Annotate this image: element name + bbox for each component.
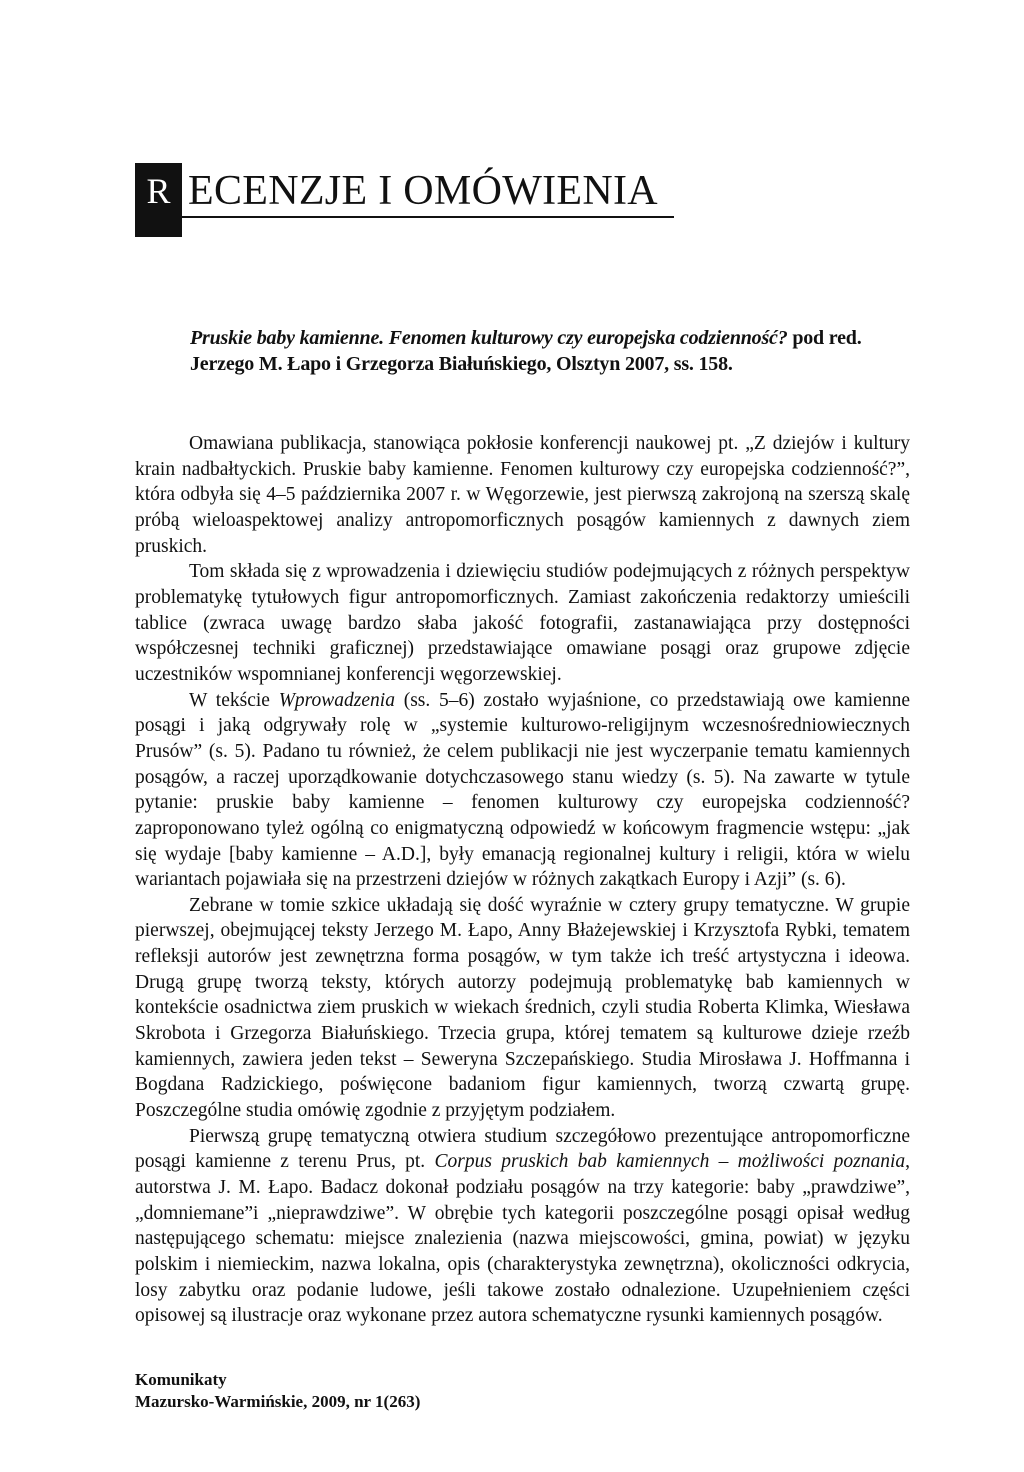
journal-name-line-2: Mazursko-Warmińskie, 2009, nr 1(263) bbox=[135, 1392, 421, 1411]
paragraph-3-start: W tekście bbox=[189, 689, 279, 711]
paragraph-5-end: , autorstwa J. M. Łapo. Badacz dokonał podziału posągów na trzy kategorie: baby „prawdziwe”, „domniemane”i „nieprawdziwe”. W obrębie tych kategorii poszczególne posągi opisał według następującego schematu: miejsce znalezienia (nazwa miejscowości, gmina, powiat) w języku polskim i niemieckim, nazwa lokalna, opis (charakterystyka zewnętrzna), okoliczności odkrycia, losy zabytku oraz podanie ludowe, jeśli takowe zostało odnalezione. Uzupełnieniem części opisowej są ilustracje oraz wykonane przez autora schematyczne rysunki kamiennych posągów. bbox=[135, 1151, 911, 1327]
section-title: ECENZJE I OMÓWIENIA bbox=[188, 168, 658, 214]
review-body bbox=[135, 431, 910, 1329]
section-header bbox=[135, 163, 658, 237]
paragraph-5-start: Pierwszą grupę tematyczną otwiera studium szczegółowo prezentujące antropomorficzne posągi kamienne z terenu Prus, pt. bbox=[135, 1125, 910, 1173]
book-title: Pruskie baby kamienne. Fenomen kulturowy czy europejska codzienność? bbox=[190, 327, 788, 349]
journal-footer bbox=[135, 1369, 420, 1413]
paragraph-5-italic: Corpus pruskich bab kamiennych – możliwości poznania bbox=[434, 1151, 906, 1173]
bibliographic-entry bbox=[190, 325, 910, 377]
paragraph-3-italic: Wprowadzenia bbox=[278, 689, 395, 711]
paragraph-1: Omawiana publikacja, stanowiąca pokłosie konferencji naukowej pt. „Z dziejów i kultury krain nadbałtyckich. Pruskie baby kamienne. Fenomen kulturowy czy europejska codzienność?”, która odbyła się 4–5 października 2007 r. w Węgorzewie, jest pierwszą zakrojoną na szerszą skalę próbą wieloaspektowej analizy antropomorficznych posągów kamiennych z dawnych ziem pruskich. bbox=[135, 433, 910, 557]
paragraph-2: Tom składa się z wprowadzenia i dziewięciu studiów podejmujących z różnych perspektyw problematykę tytułowych figur antropomorficznych. Zamiast zakończenia redaktorzy umieścili tablice (zwraca uwagę bardzo słaba jakość fotografii, zastanawiająca przy dostępności współczesnej techniki graficznej) przedstawiające omawiane posągi oraz grupowe zdjęcie uczestników wspomnianej konferencji węgorzewskiej. bbox=[135, 561, 910, 685]
journal-name-line-1: Komunikaty bbox=[135, 1370, 227, 1389]
book-details: pod red. Jerzego M. Łapo i Grzegorza Białuńskiego, Olsztyn 2007, ss. 158. bbox=[190, 327, 862, 375]
paragraph-4: Zebrane w tomie szkice układają się dość wyraźnie w cztery grupy tematyczne. W grupie pierwszej, obejmującej teksty Jerzego M. Łapo, Anny Błażejewskiej i Krzysztofa Rybki, tematem refleksji autorów jest zewnętrzna forma posągów, w tym także ich treść artystyczna i ideowa. Drugą grupę tworzą teksty, których autorzy podejmują problematykę bab kamiennych w kontekście osadnictwa ziem pruskich w wiekach średnich, czyli studia Roberta Klimka, Wiesława Skrobota i Grzegorza Białuńskiego. Trzecia grupa, której tematem są kulturowe dzieje rzeźb kamiennych, zawiera jeden tekst – Seweryna Szczepańskiego. Studia Mirosława J. Hoffmanna i Bogdana Radzickiego, poświęcone badaniom figur kamiennych, tworzą czwartą grupę. Poszczególne studia omówię zgodnie z przyjętym podziałem. bbox=[135, 894, 910, 1122]
section-initial-box: R bbox=[135, 163, 182, 237]
paragraph-3-end: (ss. 5–6) zostało wyjaśnione, co przedstawiają owe kamienne posągi i jaką odgrywały rolę w „systemie kulturowo-religijnym wczesnośredniowiecznych Prusów” (s. 5). Padano tu również, że celem publikacji nie jest wyczerpanie tematu kamiennych posągów, a raczej uporządkowanie dotychczasowego stanu wiedzy (s. 5). Na zawarte w tytule pytanie: pruskie baby kamienne – fenomen kulturowy czy europejska codzienność? zaproponowano tyleż ogólną co enigmatyczną odpowiedź w końcowym fragmencie wstępu: „jak się wydaje [baby kamienne – A.D.], były emanacją regionalnej kultury i religii, która w wielu wariantach pojawiała się na przestrzeni dziejów w różnych zakątkach Europy i Azji” (s. 6). bbox=[135, 689, 910, 891]
paragraph-5 bbox=[135, 1124, 910, 1329]
header-underline bbox=[182, 216, 674, 218]
paragraph-3 bbox=[135, 688, 910, 893]
